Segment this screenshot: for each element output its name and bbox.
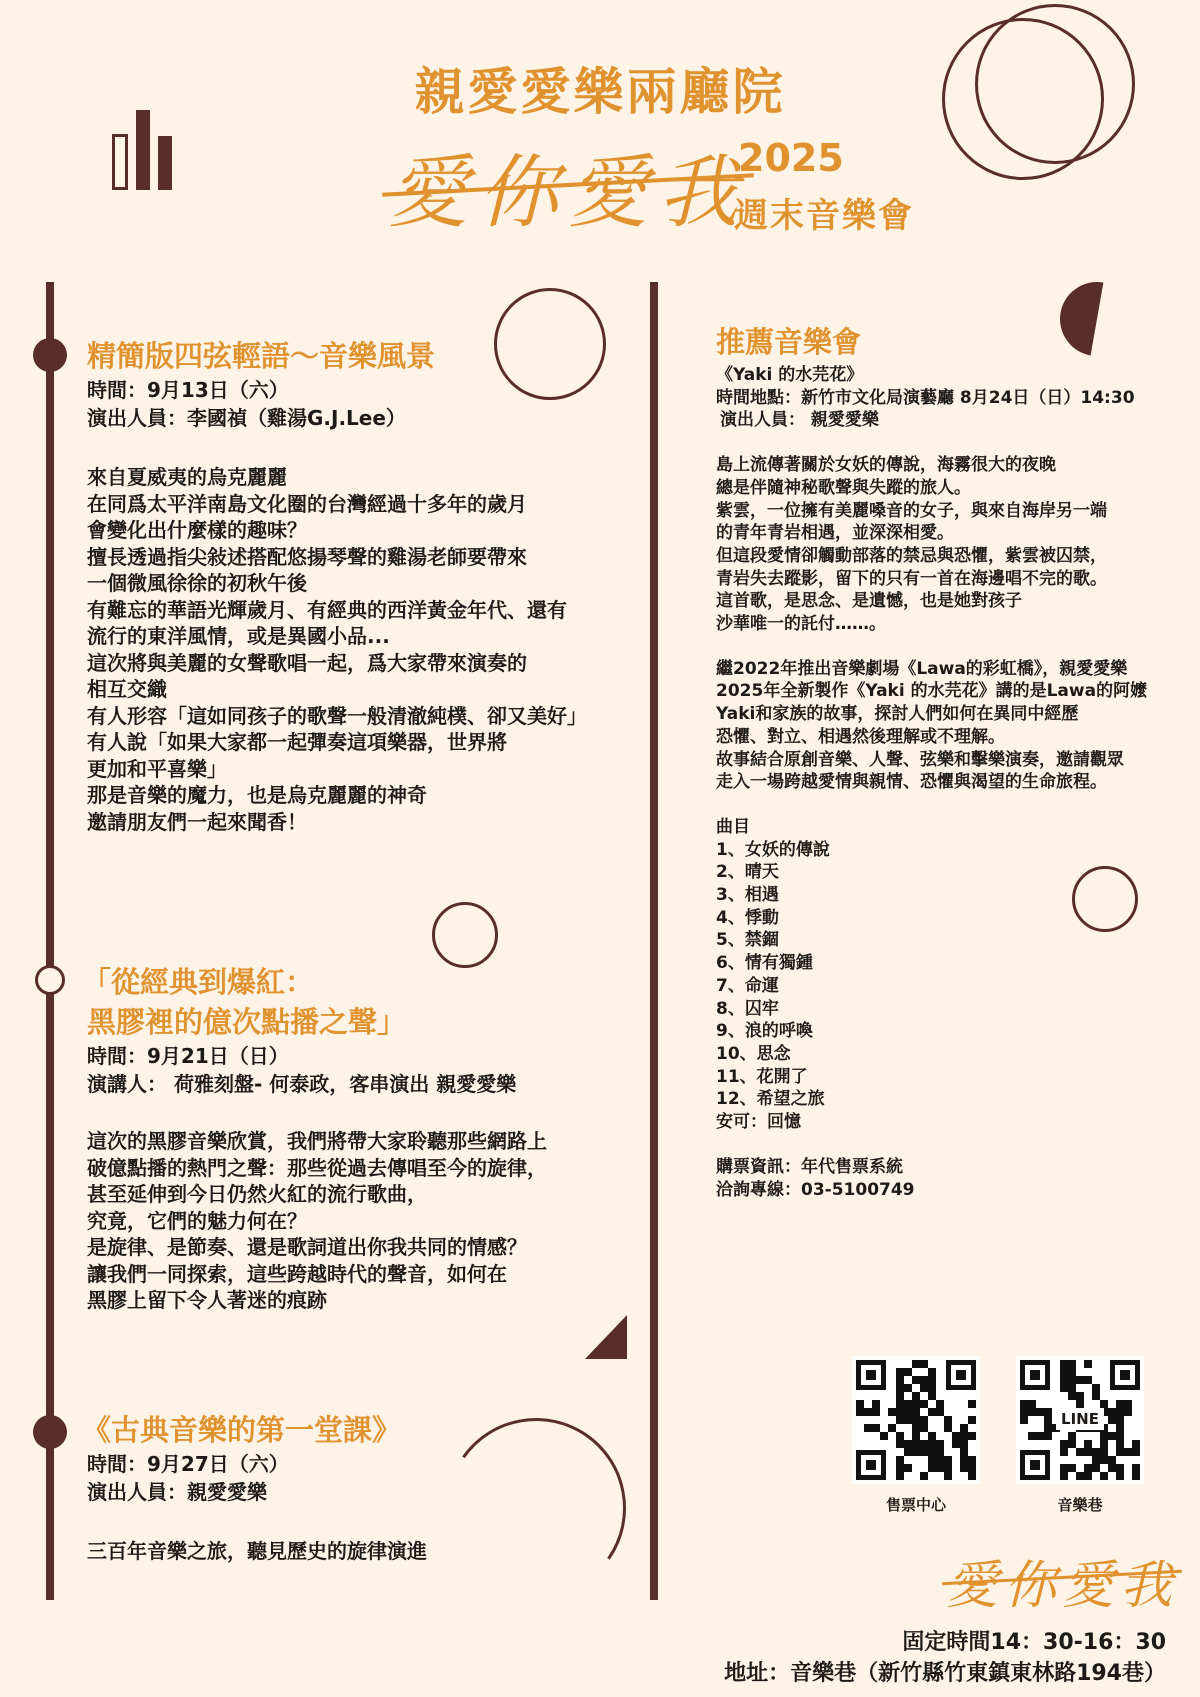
list-item: 9、浪的呼喚 xyxy=(716,1021,813,1042)
brand-logo: 愛你愛我 xyxy=(388,128,748,243)
event-time: 時間：9月13日（六） xyxy=(87,378,289,402)
list-item: 11、花開了 xyxy=(716,1066,808,1087)
show-name: 《Yaki 的水芫花》 xyxy=(716,365,864,385)
production-paragraph: 繼2022年推出音樂劇場《Lawa的彩虹橋》，親愛愛樂 2025年全新製作《Yaki 的水芫花》講的是Lawa的阿嬤 Yaki和家族的故事，探討人們如何在異同中經歷 恐懼、對立、相遇然後理解或不理解。 故事結合原創音樂、人聲、弦樂和擊樂演奏，邀請觀眾 走入一場跨越愛情與親情、恐懼與渴望的生命旅程。 xyxy=(716,658,1148,793)
list-item: 1、女妖的傳說 xyxy=(716,839,830,860)
list-item: 6、情有獨鍾 xyxy=(716,953,813,974)
timeline-dot-2 xyxy=(35,965,65,995)
line-qr-block[interactable] xyxy=(1016,1356,1144,1515)
timeline-dot-1 xyxy=(33,338,67,372)
list-item: 3、相遇 xyxy=(716,885,779,906)
timeline-dot-3 xyxy=(33,1415,67,1449)
line-qr-code[interactable] xyxy=(1016,1356,1144,1484)
list-item: 12、希望之旅 xyxy=(716,1089,825,1110)
show-time-place: 時間地點：新竹市文化局演藝廳 8月24日（日）14:30 xyxy=(716,387,1135,408)
page-title: 親愛愛樂兩廳院 xyxy=(414,63,786,121)
footer-logo: 愛你愛我 xyxy=(946,1543,1178,1618)
line-badge: LINE xyxy=(1056,1408,1104,1430)
show-performer: 演出人員： 親愛愛樂 xyxy=(720,410,879,431)
event-description: 來自夏威夷的烏克麗麗 在同爲太平洋南島文化圈的台灣經過十多年的歲月 會變化出什麼樣的趣味？ 擅長透過指尖敍述搭配悠揚琴聲的雞湯老師要帶來 一個微風徐徐的初秋午後 有難忘的華語光輝歲月、有經典的西洋黃金年代、還有 流行的東洋風情，或是異國小品... 這次將與美麗的女聲歌唱一起，爲大家帶來演奏的 相互交織 有人形容「這如同孩子的歌聲一般清澈純樸、卻又美好」 有人說「如果大家都一起彈奏這項樂器，世界將 更加和平喜樂」 那是音樂的魔力，也是烏克麗麗的神奇 邀請朋友們一起來聞香！ xyxy=(87,465,587,834)
list-item: 7、命運 xyxy=(716,975,779,996)
list-item: 4、悸動 xyxy=(716,907,779,928)
contact-info xyxy=(716,1156,1147,1201)
event-time: 時間：9月21日（日） xyxy=(87,1044,289,1068)
section-classical xyxy=(82,1410,427,1565)
ticket-info: 購票資訊：年代售票系統 xyxy=(716,1156,903,1177)
section-title-line1: 「從經典到爆紅： xyxy=(82,965,315,999)
section-title: 推薦音樂會 xyxy=(716,325,862,359)
event-performer: 演出人員：李國禎（雞湯G.J.Lee） xyxy=(87,406,406,430)
ticket-qr-label: 售票中心 xyxy=(885,1496,946,1514)
middle-divider xyxy=(650,282,658,1600)
list-item: 2、晴天 xyxy=(716,862,779,883)
event-time: 時間：9月27日（六） xyxy=(87,1452,289,1476)
subtitle: 週末音樂會 xyxy=(734,196,914,236)
story-paragraph: 島上流傳著關於女妖的傳說，海霧很大的夜晚 總是伴隨神秘歌聲與失蹤的旅人。 紫雲，一位擁有美麗嗓音的女子，與來自海岸另一端 的青年青岩相遇，並深深相愛。 但這段愛情卻觸動部落的禁忌與恐懼，紫雲被囚禁， 青岩失去蹤影，留下的只有一首在海邊唱不完的歌。 這首歌，是思念、是遺憾，也是她對孩子 沙華唯一的託付……。 xyxy=(716,455,1107,635)
event-performer: 演講人： 荷雅刻盤- 何泰政，客串演出 親愛愛樂 xyxy=(87,1072,517,1096)
section-ukulele xyxy=(87,336,587,835)
section-vinyl xyxy=(82,962,547,1314)
decor-circle-2 xyxy=(432,902,498,968)
address: 地址：音樂巷（新竹縣竹東鎮東林路194巷） xyxy=(724,1661,1166,1686)
left-timeline xyxy=(46,282,54,1600)
decor-arc xyxy=(432,1404,641,1613)
decor-triangle xyxy=(585,1315,627,1359)
section-title: 《古典音樂的第一堂課》 xyxy=(82,1413,402,1447)
ticket-qr-code[interactable] xyxy=(852,1356,980,1484)
event-description: 這次的黑膠音樂欣賞，我們將帶大家聆聽那些網路上 破億點播的熱門之聲：那些從過去傳唱至今的旋律， 甚至延伸到今日仍然火紅的流行歌曲， 究竟，它們的魅力何在？ 是旋律、是節奏、還是歌詞道出你我共同的情感？ 讓我們一同探索，這些跨越時代的聲音，如何在 黑膠上留下令人著迷的痕跡 xyxy=(87,1129,547,1312)
section-title: 精簡版四弦輕語～音樂風景 xyxy=(87,339,436,373)
list-item: 8、囚牢 xyxy=(716,998,779,1019)
event-performer: 演出人員：親愛愛樂 xyxy=(87,1480,267,1504)
program-list xyxy=(716,816,1147,1134)
list-item: 10、思念 xyxy=(716,1043,791,1064)
hotline: 洽詢專線：03-5100749 xyxy=(716,1179,915,1200)
line-qr-label: 音樂巷 xyxy=(1057,1496,1103,1514)
year-label: 2025 xyxy=(738,136,844,180)
list-item: 安可：回憶 xyxy=(716,1112,801,1133)
recommended-concert xyxy=(716,322,1147,1201)
list-item: 5、禁錮 xyxy=(716,930,779,951)
event-description: 三百年音樂之旅，聽見歷史的旋律演進 xyxy=(87,1539,427,1563)
program-title: 曲目 xyxy=(716,816,750,837)
fixed-time: 固定時間14：30-16：30 xyxy=(902,1630,1166,1655)
ticket-qr-block[interactable] xyxy=(852,1356,980,1515)
section-title-line2: 黑膠裡的億次點播之聲」 xyxy=(87,1005,407,1039)
